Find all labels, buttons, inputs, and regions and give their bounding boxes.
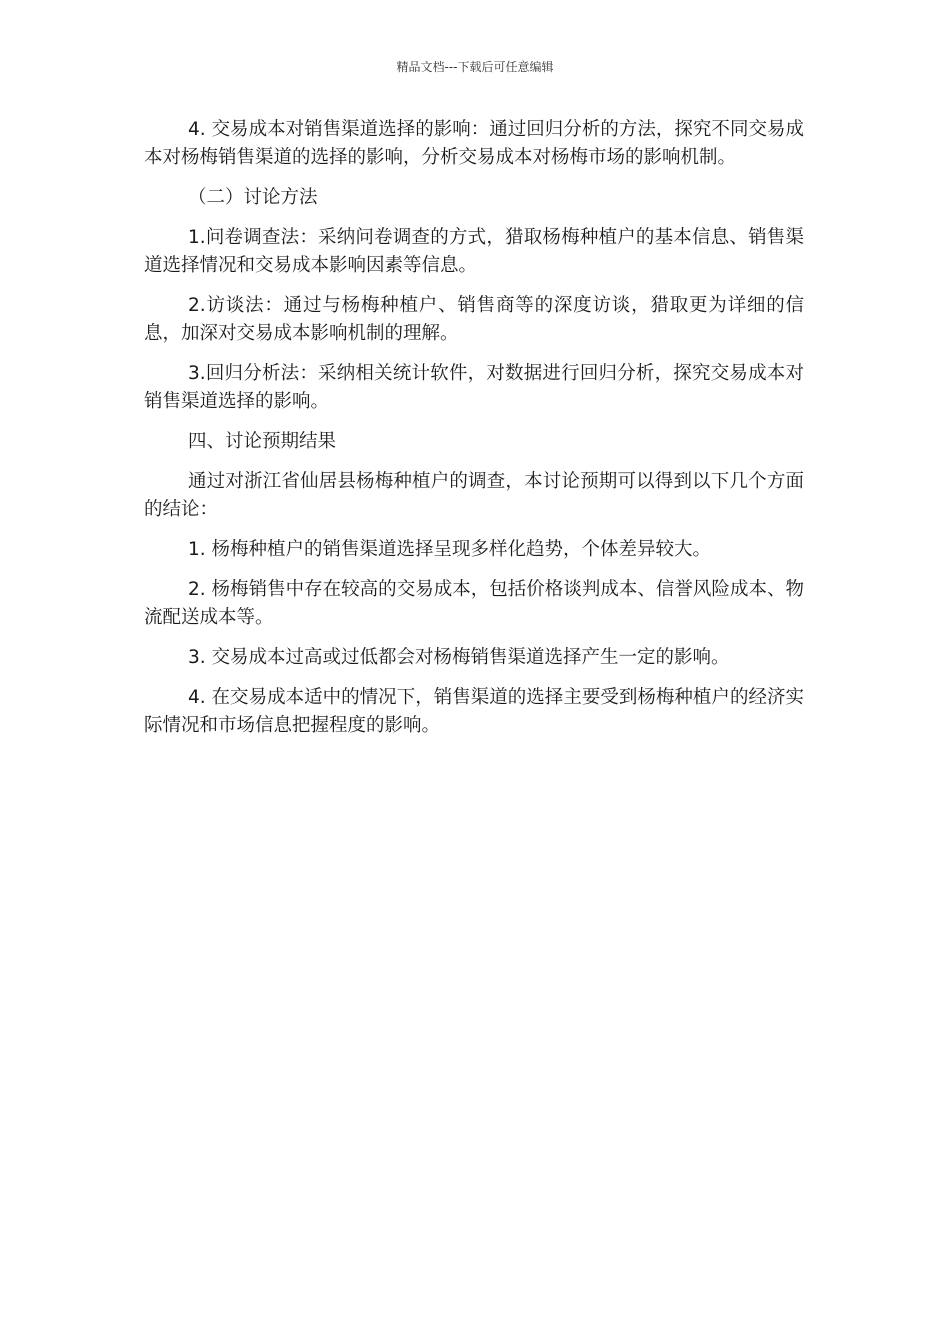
section-heading-expected-results: 四、讨论预期结果 — [188, 431, 337, 452]
paragraph-regression-method: 3.回归分析法：采纳相关统计软件，对数据进行回归分析，探究交易成本对销售渠道选择的影响。 — [144, 363, 804, 412]
paragraph-result-1: 1. 杨梅种植户的销售渠道选择呈现多样化趋势，个体差异较大。 — [188, 539, 712, 560]
section-heading-methods: （二）讨论方法 — [188, 187, 318, 208]
document-body — [144, 116, 804, 752]
paragraph-result-3: 3. 交易成本过高或过低都会对杨梅销售渠道选择产生一定的影响。 — [188, 647, 730, 668]
paragraph-interview-method: 2.访谈法：通过与杨梅种植户、销售商等的深度访谈，猎取更为详细的信息，加深对交易成本影响机制的理解。 — [144, 295, 804, 344]
paragraph-result-2: 2. 杨梅销售中存在较高的交易成本，包括价格谈判成本、信誉风险成本、物流配送成本等。 — [144, 579, 804, 628]
paragraph-results-intro: 通过对浙江省仙居县杨梅种植户的调查，本讨论预期可以得到以下几个方面的结论： — [144, 471, 804, 520]
page-header: 精品文档---下载后可任意编辑 — [396, 60, 554, 74]
paragraph-transaction-cost-impact: 4. 交易成本对销售渠道选择的影响：通过回归分析的方法，探究不同交易成本对杨梅销售渠道的选择的影响，分析交易成本对杨梅市场的影响机制。 — [144, 119, 804, 168]
paragraph-result-4: 4. 在交易成本适中的情况下，销售渠道的选择主要受到杨梅种植户的经济实际情况和市场信息把握程度的影响。 — [144, 687, 804, 736]
paragraph-questionnaire-method: 1.问卷调查法：采纳问卷调查的方式，猎取杨梅种植户的基本信息、销售渠道选择情况和交易成本影响因素等信息。 — [144, 227, 804, 276]
